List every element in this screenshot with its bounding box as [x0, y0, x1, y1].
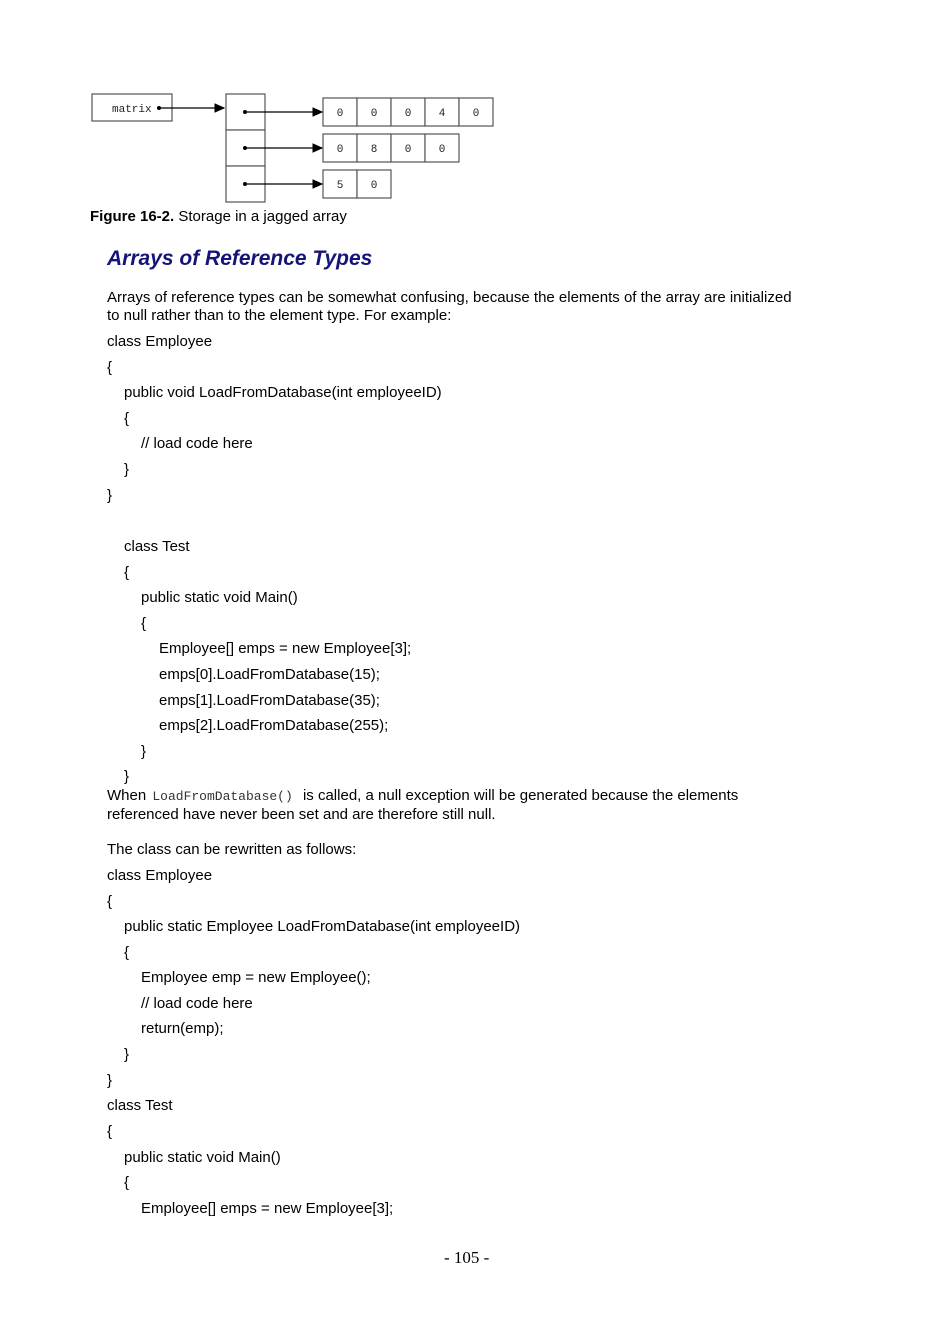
- row-pointer-dot: [243, 182, 247, 186]
- code-line: {: [124, 564, 130, 581]
- code-line: {: [107, 359, 113, 376]
- code-line: }: [124, 768, 130, 785]
- code-line: }: [141, 743, 147, 760]
- code-line: {: [107, 1123, 113, 1140]
- array-cell-value: 0: [404, 108, 412, 120]
- code-line: }: [124, 461, 130, 478]
- array-cell-value: 0: [336, 144, 344, 156]
- code-line: class Employee: [107, 867, 213, 884]
- code-line: class Test: [124, 538, 190, 555]
- code-line: Employee[] emps = new Employee[3];: [159, 640, 412, 657]
- code-line: {: [141, 615, 147, 632]
- array-cell-value: 0: [370, 108, 378, 120]
- code-line: {: [124, 944, 130, 961]
- null-exception-text: is called, a null exception will be generated because the elements: [302, 787, 739, 804]
- array-cell-value: 5: [336, 180, 344, 192]
- code-line: {: [124, 410, 130, 427]
- intro-paragraph: [107, 289, 792, 325]
- figure-caption: [90, 208, 347, 225]
- when-word: When: [107, 787, 147, 804]
- code-line: class Test: [107, 1097, 173, 1114]
- code-line: return(emp);: [141, 1020, 224, 1037]
- inline-code-loadfromdatabase: LoadFromDatabase(): [152, 789, 293, 804]
- intro-line-2: to null rather than to the element type. For example:: [107, 307, 452, 324]
- matrix-label: matrix: [112, 104, 152, 116]
- array-cell-value: 0: [438, 144, 446, 156]
- code-line: {: [124, 1174, 130, 1191]
- code-line: }: [107, 487, 113, 504]
- row-cells: [243, 98, 493, 198]
- array-cell-value: 4: [438, 108, 446, 120]
- code-line: // load code here: [141, 995, 253, 1012]
- row-pointer-dot: [243, 146, 247, 150]
- array-cell-value: 0: [404, 144, 412, 156]
- code-line: Employee emp = new Employee();: [141, 969, 371, 986]
- code-line: Employee[] emps = new Employee[3];: [141, 1200, 394, 1217]
- code-line: emps[0].LoadFromDatabase(15);: [159, 666, 380, 683]
- code-line: emps[2].LoadFromDatabase(255);: [159, 717, 389, 734]
- array-cell-value: 0: [336, 108, 344, 120]
- code-line: class Employee: [107, 333, 213, 350]
- array-cell-value: 8: [370, 144, 378, 156]
- jagged-array-diagram: [0, 0, 935, 210]
- code-line: public void LoadFromDatabase(int employeeID): [124, 384, 442, 401]
- array-cell-value: 0: [472, 108, 480, 120]
- code-line: public static Employee LoadFromDatabase(int employeeID): [124, 918, 521, 935]
- page-number: - 105 -: [444, 1248, 490, 1267]
- row-pointer-dot: [243, 110, 247, 114]
- code-line: }: [124, 1046, 130, 1063]
- code-line: public static void Main(): [141, 589, 298, 606]
- section-heading: Arrays of Reference Types: [107, 247, 373, 270]
- code-line: emps[1].LoadFromDatabase(35);: [159, 692, 380, 709]
- null-exception-line-2: referenced have never been set and are therefore still null.: [107, 806, 496, 823]
- intro-line-1: Arrays of reference types can be somewhat confusing, because the elements of the array are initialized: [107, 289, 792, 306]
- array-cell-value: 0: [370, 180, 378, 192]
- null-exception-paragraph: [107, 787, 738, 824]
- code-line: }: [107, 1072, 113, 1089]
- code-line: {: [107, 893, 113, 910]
- figure-caption-text: Storage in a jagged array: [174, 208, 347, 225]
- code-line: public static void Main(): [124, 1149, 281, 1166]
- matrix-variable-box: [92, 94, 224, 121]
- rewrite-intro: The class can be rewritten as follows:: [107, 841, 357, 858]
- code-line: // load code here: [141, 435, 253, 452]
- figure-caption-label: Figure 16-2.: [90, 208, 175, 225]
